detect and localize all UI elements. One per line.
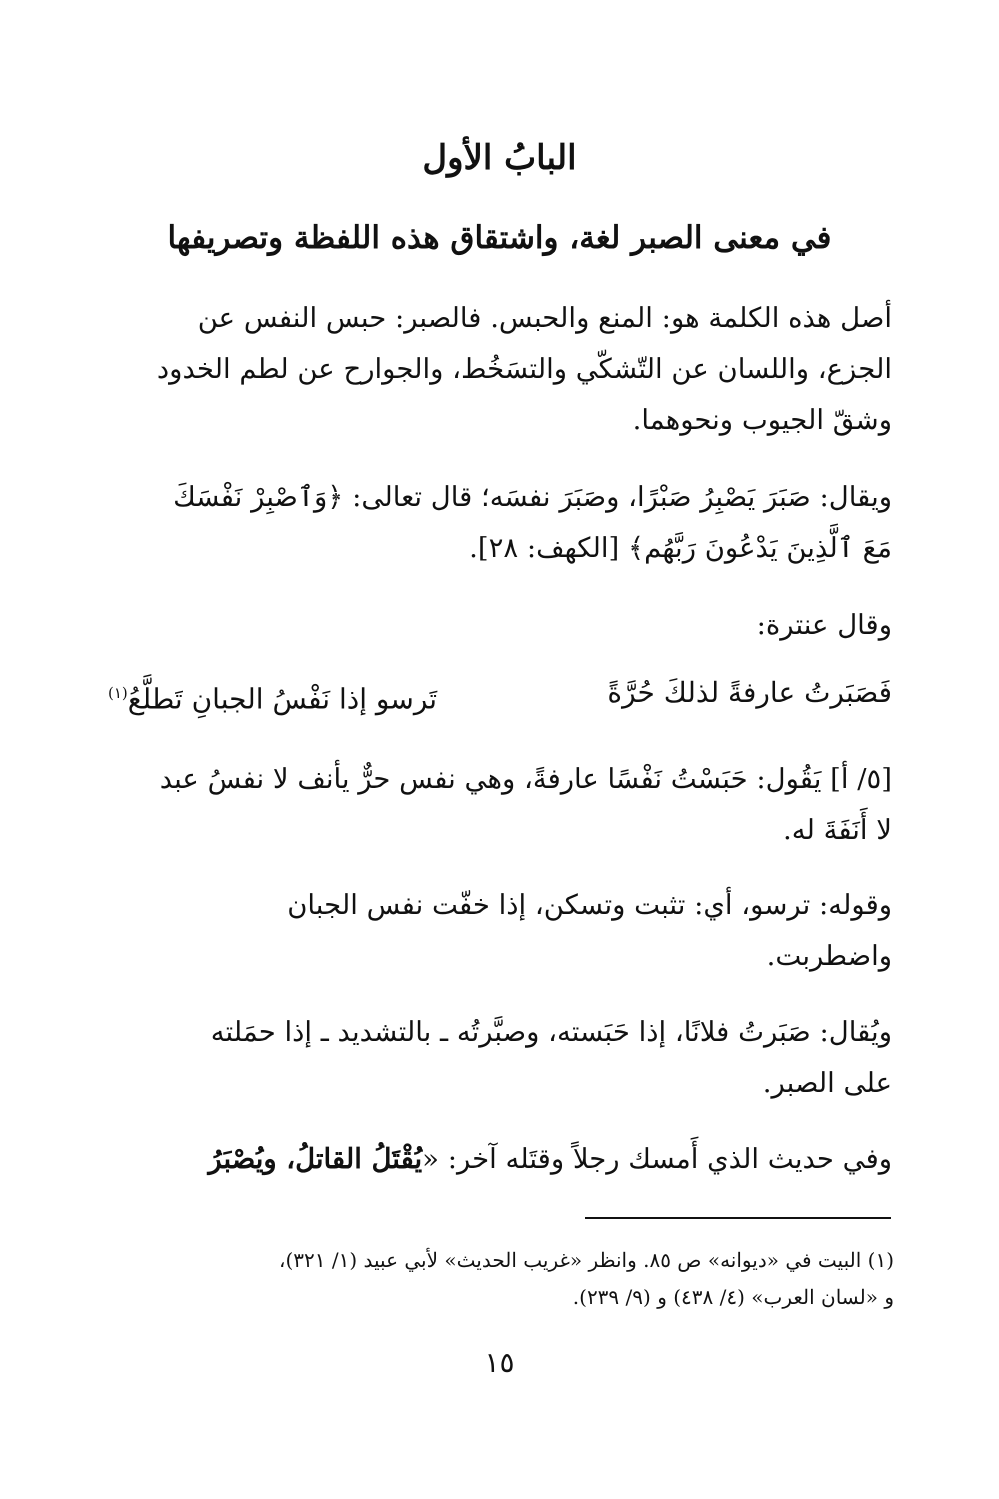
paragraph-line: ويُقال: صَبَرتُ فلانًا، إذا حَبَسته، وصبَّرتُه ـ بالتشديد ـ إذا حمَلته <box>210 1016 892 1048</box>
paragraph-line <box>108 1134 892 1185</box>
paragraph-4 <box>108 754 892 856</box>
paragraph-line: مَعَ ٱلَّذِينَ يَدْعُونَ رَبَّهُم﴾ [الكهف: ٢٨]. <box>469 532 892 564</box>
paragraph-line: لا أَنَفَةَ له. <box>783 814 892 846</box>
paragraph-line: أصل هذه الكلمة هو: المنع والحبس. فالصبر: حبس النفس عن <box>197 302 892 334</box>
paragraph-6 <box>108 1007 892 1109</box>
verse-second-hemistich <box>108 666 437 726</box>
paragraph-5 <box>108 880 892 982</box>
paragraph-2 <box>108 472 892 574</box>
hadith-intro: وفي حديث الذي أَمسك رجلاً وقتَله آخر: « <box>422 1143 892 1175</box>
footnote-reference[interactable]: (١) <box>108 684 128 702</box>
paragraph-1 <box>108 293 892 446</box>
paragraph-line: [٥/ أ] يَقُول: حَبَسْتُ نَفْسًا عارفةً، وهي نفس حرٌّ يأنف لا نفسُ عبد <box>159 763 892 795</box>
paragraph-line: ويقال: صَبَرَ يَصْبِرُ صَبْرًا، وصَبَرَ نفسَه؛ قال تعالى: ﴿وَٱصْبِرْ نَفْسَكَ <box>173 481 892 513</box>
paragraph-line: وشقّ الجيوب ونحوهما. <box>632 404 892 436</box>
paragraph-line: على الصبر. <box>762 1067 892 1099</box>
footnote-divider <box>585 1217 891 1219</box>
verse-second-hemistich-text: تَرسو إذا نَفْسُ الجبانِ تَطلَّعُ <box>127 682 438 716</box>
page-number: ١٥ <box>484 1346 515 1379</box>
chapter-subtitle: في معنى الصبر لغة، واشتقاق هذه اللفظة وتصريفها <box>167 220 832 256</box>
footnote <box>108 1242 894 1316</box>
paragraph-3 <box>108 600 892 651</box>
paragraph-line: وقال عنترة: <box>756 609 892 641</box>
verse-first-hemistich: فَصَبَرتُ عارفةً لذلكَ حُرَّةً <box>607 676 892 709</box>
footnote-line: و «لسان العرب» (٤/ ٤٣٨) و (٩/ ٢٣٩). <box>572 1285 894 1309</box>
chapter-title: البابُ الأول <box>422 138 577 178</box>
hadith-quote: يُقْتَلُ القاتلُ، ويُصْبَرُ <box>208 1143 423 1175</box>
paragraph-line: الجزع، واللسان عن التّشكّي والتسَخُط، والجوارح عن لطم الخدود <box>156 353 892 385</box>
paragraph-line: وقوله: ترسو، أي: تثبت وتسكن، إذا خفّت نفس الجبان <box>287 889 892 921</box>
paragraph-line: واضطربت. <box>766 940 892 972</box>
paragraph-7 <box>108 1134 892 1185</box>
footnote-line: (١) البيت في «ديوانه» ص ٨٥. وانظر «غريب الحديث» لأبي عبيد (١/ ٣٢١)، <box>279 1248 894 1272</box>
